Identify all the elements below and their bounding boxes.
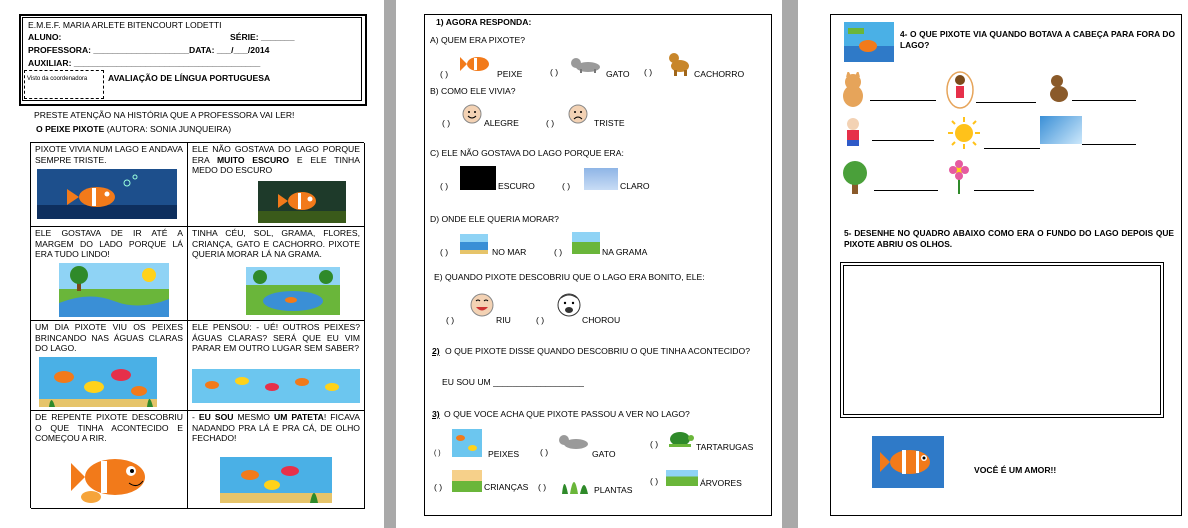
checkbox-d1[interactable]: ( ) [440, 247, 449, 257]
flower-icon [946, 160, 972, 194]
story-cell-8-text: - EU SOU MESMO UM PATETA! FICAVA NADANDO PRA LÁ E PRA CÁ, DE OLHO FECHADO! [192, 412, 361, 443]
option-e2: CHOROU [582, 315, 621, 325]
drawing-box[interactable] [843, 265, 1161, 415]
worksheet-page-1 [0, 0, 384, 528]
dark-lake-fish-icon [37, 169, 177, 219]
children-icon [452, 470, 482, 492]
question-b: B) COMO ELE VIVIA? [430, 86, 516, 96]
tree-icon [838, 160, 872, 194]
option-3d: CRIANÇAS [484, 482, 529, 492]
scared-fish-icon [258, 181, 346, 223]
story-cell-3-text: ELE GOSTAVA DE IR ATÉ A MARGEM DO LADO PORQUE LÁ ERA TUDO LINDO! [35, 228, 183, 259]
worksheet-page-2 [396, 0, 782, 528]
dog-drawing-icon [1046, 72, 1072, 106]
answer-line-sun[interactable] [984, 148, 1040, 149]
evaluation-title: AVALIAÇÃO DE LÍNGUA PORTUGUESA [108, 73, 271, 83]
question-c: C) ELE NÃO GOSTAVA DO LAGO PORQUE ERA: [430, 148, 624, 158]
checkbox-a1[interactable]: ( ) [440, 69, 449, 79]
grade-field[interactable]: SÉRIE: _______ [230, 32, 295, 42]
coordinator-stamp-box [24, 70, 104, 99]
trees-icon [666, 470, 698, 486]
option-c2: CLARO [620, 181, 650, 191]
question-4-text: 4- O QUE PIXOTE VIA QUANDO BOTAVA A CABEÇA PARA FORA DO LAGO? [900, 29, 1175, 50]
story-cell-7 [31, 411, 188, 509]
question-d: D) ONDE ELE QUERIA MORAR? [430, 214, 559, 224]
option-b2: TRISTE [594, 118, 625, 128]
teacher-date-field[interactable]: PROFESSORA: ____________________DATA: ___/___/2014 [28, 45, 270, 55]
question-5-text: 5- DESENHE NO QUADRO ABAIXO COMO ERA O FUNDO DO LAGO DEPOIS QUE PIXOTE ABRIU OS OLHOS. [844, 228, 1174, 249]
story-cell-2-text: ELE NÃO GOSTAVA DO LAGO PORQUE ERA MUITO ESCURO E ELE TINHA MEDO DO ESCURO [192, 144, 360, 175]
fish-icon [460, 52, 492, 76]
reef-scene-icon [220, 457, 332, 503]
option-a2: GATO [606, 69, 630, 79]
story-cell-4 [188, 227, 365, 321]
story-table [30, 142, 364, 508]
option-3c: TARTARUGAS [696, 442, 754, 452]
checkbox-3e[interactable]: ( ) [538, 482, 547, 492]
answer-line-boy[interactable] [872, 140, 934, 141]
option-d1: NO MAR [492, 247, 527, 257]
checkbox-e2[interactable]: ( ) [536, 315, 545, 325]
sky-icon [1040, 116, 1082, 144]
question-e: E) QUANDO PIXOTE DESCOBRIU QUE O LAGO ERA BONITO, ELE: [434, 272, 705, 282]
question-2-text: O QUE PIXOTE DISSE QUANDO DESCOBRIU O QUE TINHA ACONTECIDO? [445, 346, 750, 356]
clownfish-icon [872, 436, 944, 488]
question-3-number: 3) [432, 409, 440, 419]
section-1-heading: 1) AGORA RESPONDA: [436, 17, 532, 27]
story-cell-6-text: ELE PENSOU: - UÉ! OUTROS PEIXES? ÁGUAS CLARAS? SERÁ QUE EU VIM PARAR EM OUTRO LUGAR SEM SABER? [192, 322, 360, 353]
closing-message: VOCÊ É UM AMOR!! [974, 465, 1057, 475]
story-title: O PEIXE PIXOTE [36, 124, 105, 134]
answer-line-dog[interactable] [1072, 100, 1136, 101]
lake-landscape-icon [59, 263, 169, 317]
turtle-icon [666, 428, 694, 448]
question-a: A) QUEM ERA PIXOTE? [430, 35, 526, 45]
school-name: E.M.E.F. MARIA ARLETE BITENCOURT LODETTI [28, 20, 222, 30]
option-3b: GATO [592, 449, 616, 459]
option-d2: NA GRAMA [602, 247, 648, 257]
laughing-face-icon [470, 292, 494, 318]
option-c1: ESCURO [498, 181, 535, 191]
story-cell-5-text: UM DIA PIXOTE VIU OS PEIXES BRINCANDO NAS ÁGUAS CLARAS DO LAGO. [35, 322, 183, 353]
grass-icon [572, 232, 600, 254]
happy-face-icon [462, 104, 482, 124]
checkbox-c2[interactable]: ( ) [562, 181, 571, 191]
checkbox-b2[interactable]: ( ) [546, 118, 555, 128]
worksheet-page-3 [798, 0, 1188, 528]
question-2-number: 2) [432, 346, 440, 356]
instruction-text: PRESTE ATENÇÃO NA HISTÓRIA QUE A PROFESSORA VAI LER! [34, 110, 295, 120]
fish-group-icon [452, 429, 482, 457]
boy-icon [838, 116, 868, 146]
checkbox-a3[interactable]: ( ) [644, 67, 653, 77]
story-cell-3 [31, 227, 188, 321]
story-cell-6 [188, 321, 365, 411]
checkbox-d2[interactable]: ( ) [554, 247, 563, 257]
student-field[interactable]: ALUNO: [28, 32, 62, 42]
fish-school-icon [39, 357, 157, 407]
option-3a: PEIXES [488, 449, 520, 459]
answer-line-flower[interactable] [974, 190, 1034, 191]
question-3-text: O QUE VOCE ACHA QUE PIXOTE PASSOU A VER NO LAGO? [444, 409, 690, 419]
dog-icon [666, 50, 692, 76]
cat-drawing-icon [838, 72, 868, 108]
checkbox-e1[interactable]: ( ) [446, 315, 455, 325]
option-b1: ALEGRE [484, 118, 519, 128]
option-e1: RIU [496, 315, 511, 325]
dark-square-icon [460, 166, 496, 190]
answer-line-child[interactable] [976, 102, 1036, 103]
sad-face-icon [568, 104, 588, 124]
story-cell-1-text: PIXOTE VIVIA NUM LAGO E ANDAVA SEMPRE TRISTE. [35, 144, 183, 165]
cat-icon [570, 55, 604, 73]
coordinator-stamp-label: Visto da coordenadora [27, 76, 88, 82]
question-2-answer-line[interactable]: EU SOU UM ___________________ [442, 377, 584, 387]
option-a1: PEIXE [497, 69, 523, 79]
story-cell-8 [188, 411, 365, 509]
answer-line-cat[interactable] [870, 100, 936, 101]
assistant-field[interactable]: AUXILIAR: _______________________________________ [28, 58, 261, 68]
story-cell-4-text: TINHA CÉU, SOL, GRAMA, FLORES, CRIANÇA, GATO E CACHORRO. PIXOTE QUERIA MORAR LÁ NA GRAMA. [192, 228, 360, 259]
underwater-strip-icon [192, 369, 360, 403]
story-cell-7-text: DE REPENTE PIXOTE DESCOBRIU O QUE TINHA ACONTECIDO E COMEÇOU A RIR. [35, 412, 183, 443]
answer-line-tree[interactable] [874, 190, 938, 191]
checkbox-3b[interactable]: ( ) [540, 447, 549, 457]
sea-icon [460, 234, 488, 254]
cat-icon-2 [558, 432, 592, 450]
checkbox-a2[interactable]: ( ) [550, 67, 559, 77]
checkbox-b1[interactable]: ( ) [442, 118, 451, 128]
pond-scene-icon [246, 267, 340, 315]
crying-face-icon [556, 292, 582, 318]
plants-icon [558, 468, 594, 494]
option-3f: ÁRVORES [700, 478, 742, 488]
sun-icon [946, 116, 982, 150]
story-cell-5 [31, 321, 188, 411]
checkbox-3f[interactable]: ( ) [650, 476, 659, 486]
checkbox-c1[interactable]: ( ) [440, 181, 449, 191]
option-a3: CACHORRO [694, 69, 745, 79]
fish-peeking-icon [844, 22, 894, 62]
checkbox-3a[interactable]: ( ) [434, 450, 441, 457]
story-author: (AUTORA: SONIA JUNQUEIRA) [106, 124, 232, 134]
story-cell-1 [31, 143, 188, 227]
checkbox-3d[interactable]: ( ) [434, 482, 443, 492]
option-3e: PLANTAS [594, 485, 633, 495]
story-cell-2 [188, 143, 365, 227]
answer-line-sky[interactable] [1082, 144, 1136, 145]
laughing-fish-icon [71, 451, 161, 505]
checkbox-3c[interactable]: ( ) [650, 439, 659, 449]
child-jumping-rope-icon [946, 70, 974, 110]
clear-water-icon [584, 168, 618, 190]
